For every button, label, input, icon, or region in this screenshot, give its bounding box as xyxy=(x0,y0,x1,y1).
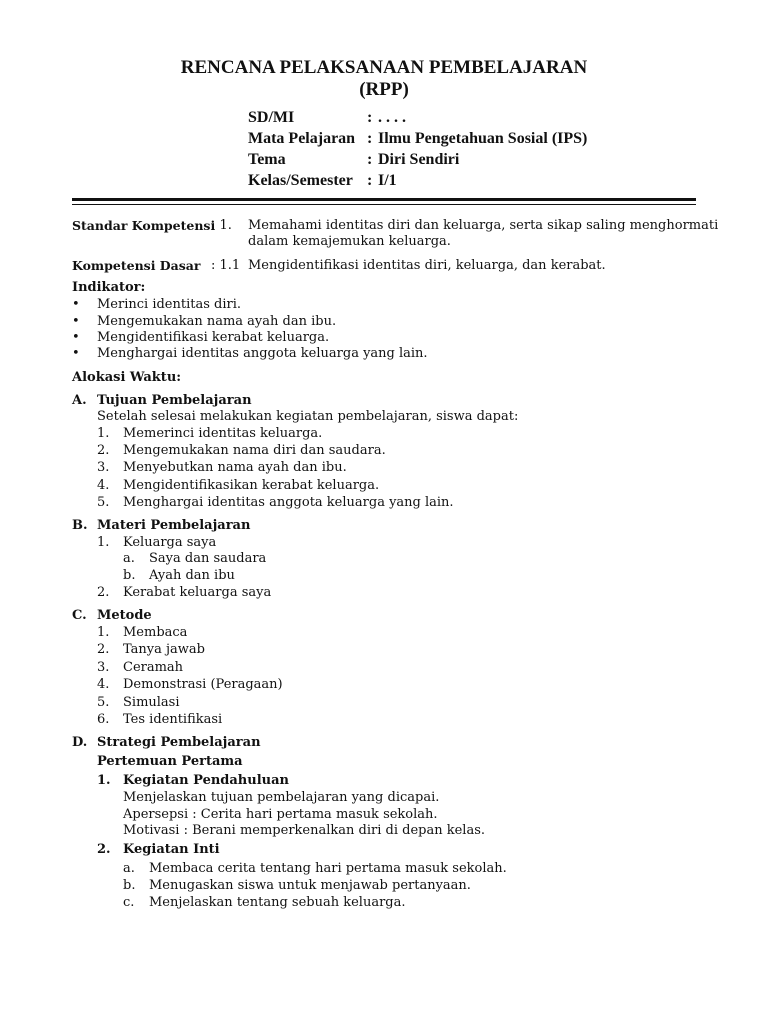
header-label: Kelas/Semester xyxy=(248,172,353,189)
divider-thin xyxy=(72,204,696,205)
item-number: 4. xyxy=(97,478,110,493)
header-label: Tema xyxy=(248,151,286,168)
list-item: Mengidentifikasikan kerabat keluarga. xyxy=(123,478,380,493)
kegiatan-text: Apersepsi : Cerita hari pertama masuk sekolah. xyxy=(123,807,438,822)
header-value: Diri Sendiri xyxy=(378,151,460,168)
header-label: SD/MI xyxy=(248,109,295,126)
standar-text-line1: Memahami identitas diri dan keluarga, serta sikap saling menghormati xyxy=(248,218,719,233)
item-number: 4. xyxy=(97,677,110,692)
list-item: Simulasi xyxy=(123,695,180,710)
sub-item-letter: c. xyxy=(123,895,135,910)
section-heading: Materi Pembelajaran xyxy=(97,518,251,533)
section-letter: C. xyxy=(72,608,87,623)
divider-thick xyxy=(72,198,696,201)
standar-label: Standar Kompetensi xyxy=(72,218,216,233)
sub-item-letter: b. xyxy=(123,568,136,583)
sub-heading: Pertemuan Pertama xyxy=(97,754,243,769)
sub-list-item: Menjelaskan tentang sebuah keluarga. xyxy=(149,895,406,910)
item-number: 1. xyxy=(97,625,110,640)
header-colon: : xyxy=(367,172,373,189)
header-value: Ilmu Pengetahuan Sosial (IPS) xyxy=(378,130,588,147)
item-number: 1. xyxy=(97,535,110,550)
bullet-icon: • xyxy=(72,314,80,329)
section-letter: B. xyxy=(72,518,88,533)
list-item: Kerabat keluarga saya xyxy=(123,585,272,600)
list-item: Mengidentifikasi kerabat keluarga. xyxy=(97,330,330,345)
standar-text-line2: dalam kemajemukan keluarga. xyxy=(248,234,451,249)
sub-item-letter: b. xyxy=(123,878,136,893)
kompetensi-number: : 1.1 xyxy=(211,258,241,273)
kegiatan-heading: Kegiatan Inti xyxy=(123,842,220,857)
section-intro: Setelah selesai melakukan kegiatan pembelajaran, siswa dapat: xyxy=(97,409,519,424)
header-value: . . . . xyxy=(378,109,406,126)
sub-list-item: Ayah dan ibu xyxy=(149,568,235,583)
item-number: 5. xyxy=(97,695,110,710)
header-colon: : xyxy=(367,109,373,126)
alokasi-heading: Alokasi Waktu: xyxy=(72,370,182,385)
sub-item-letter: a. xyxy=(123,861,135,876)
sub-list-item: Saya dan saudara xyxy=(149,551,267,566)
item-number: 5. xyxy=(97,495,110,510)
item-number: 2. xyxy=(97,585,110,600)
indikator-heading: Indikator: xyxy=(72,280,146,295)
list-item: Merinci identitas diri. xyxy=(97,297,242,312)
section-letter: A. xyxy=(72,393,87,408)
kompetensi-text: Mengidentifikasi identitas diri, keluarga, dan kerabat. xyxy=(248,258,606,273)
bullet-icon: • xyxy=(72,297,80,312)
kompetensi-label: Kompetensi Dasar xyxy=(72,258,201,273)
item-number: 1. xyxy=(97,773,111,788)
standar-number: : 1. xyxy=(211,218,232,233)
item-number: 2. xyxy=(97,642,110,657)
header-label: Mata Pelajaran xyxy=(248,130,356,147)
section-heading: Strategi Pembelajaran xyxy=(97,735,261,750)
item-number: 3. xyxy=(97,660,110,675)
list-item: Menghargai identitas anggota keluarga yang lain. xyxy=(97,346,428,361)
sub-item-letter: a. xyxy=(123,551,135,566)
document-title: RENCANA PELAKSANAAN PEMBELAJARAN xyxy=(180,57,588,78)
bullet-icon: • xyxy=(72,330,80,345)
list-item: Mengemukakan nama ayah dan ibu. xyxy=(97,314,337,329)
list-item: Menyebutkan nama ayah dan ibu. xyxy=(123,460,347,475)
item-number: 2. xyxy=(97,443,110,458)
item-number: 1. xyxy=(97,426,110,441)
header-colon: : xyxy=(367,151,373,168)
item-number: 2. xyxy=(97,842,111,857)
item-number: 3. xyxy=(97,460,110,475)
document-subtitle: (RPP) xyxy=(359,79,409,100)
kegiatan-heading: Kegiatan Pendahuluan xyxy=(123,773,289,788)
kegiatan-text: Menjelaskan tujuan pembelajaran yang dicapai. xyxy=(123,790,440,805)
list-item: Menghargai identitas anggota keluarga yang lain. xyxy=(123,495,454,510)
section-heading: Tujuan Pembelajaran xyxy=(97,393,252,408)
sub-list-item: Menugaskan siswa untuk menjawab pertanyaan. xyxy=(149,878,471,893)
list-item: Membaca xyxy=(123,625,188,640)
kegiatan-text: Motivasi : Berani memperkenalkan diri di depan kelas. xyxy=(123,823,485,838)
list-item: Demonstrasi (Peragaan) xyxy=(123,677,283,692)
sub-list-item: Membaca cerita tentang hari pertama masuk sekolah. xyxy=(149,861,507,876)
list-item: Tes identifikasi xyxy=(123,712,223,727)
section-heading: Metode xyxy=(97,608,152,623)
item-number: 6. xyxy=(97,712,110,727)
header-colon: : xyxy=(367,130,373,147)
list-item: Keluarga saya xyxy=(123,535,217,550)
header-value: I/1 xyxy=(378,172,397,189)
list-item: Memerinci identitas keluarga. xyxy=(123,426,323,441)
list-item: Tanya jawab xyxy=(123,642,205,657)
section-letter: D. xyxy=(72,735,88,750)
list-item: Ceramah xyxy=(123,660,184,675)
bullet-icon: • xyxy=(72,346,80,361)
list-item: Mengemukakan nama diri dan saudara. xyxy=(123,443,386,458)
